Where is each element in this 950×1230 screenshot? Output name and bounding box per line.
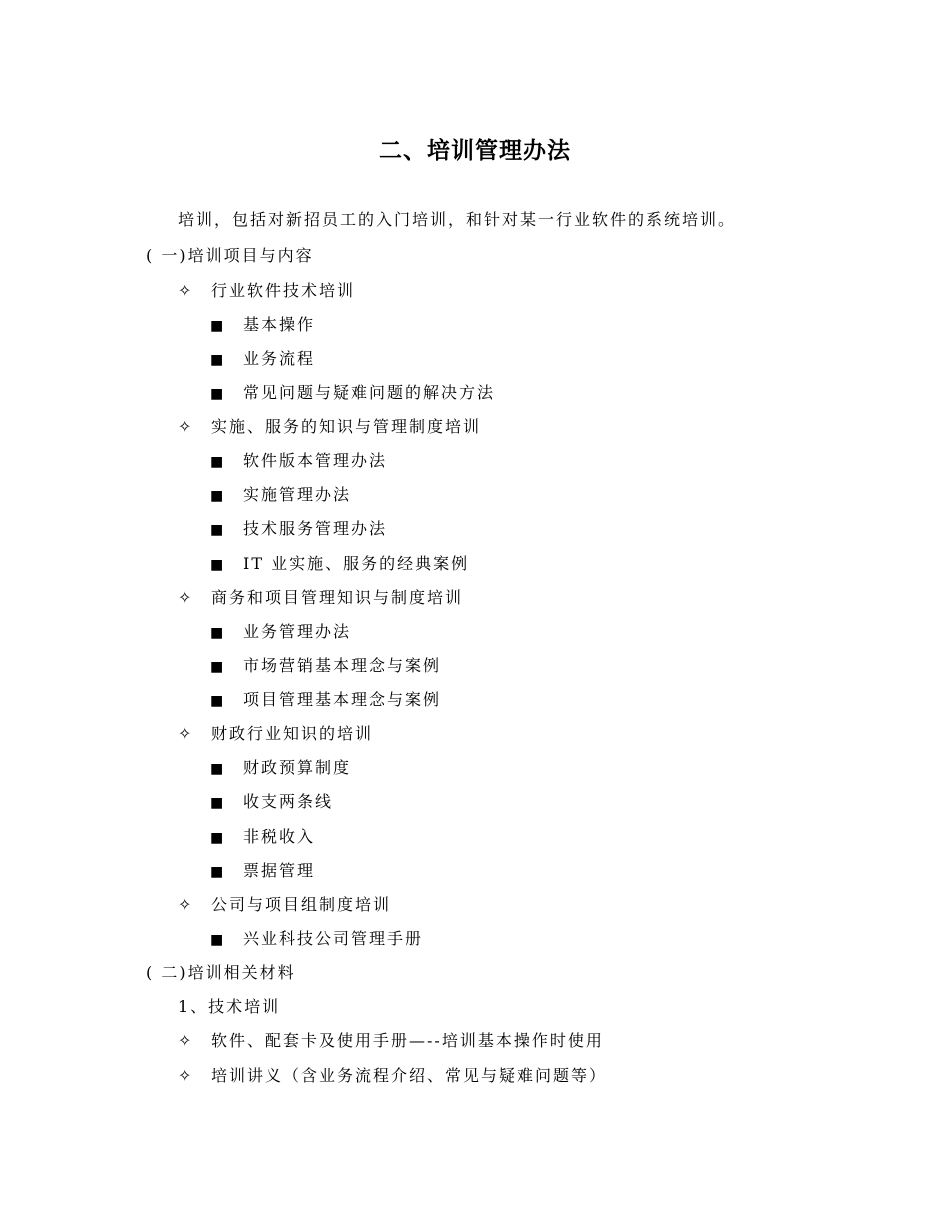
list-item — [210, 825, 315, 849]
group-label: 实施、服务的知识与管理制度培训 — [211, 417, 482, 436]
list-item-label: 业务流程 — [243, 349, 316, 368]
list-item-group — [178, 415, 481, 439]
diamond-bullet-icon: ✧ — [178, 895, 192, 914]
list-item-group — [178, 586, 463, 610]
list-item — [210, 654, 441, 678]
list-item-label: 兴业科技公司管理手册 — [243, 929, 424, 948]
subsection-heading: 1、技术培训 — [178, 997, 281, 1016]
list-item-label: 基本操作 — [243, 315, 316, 334]
list-item-label: 收支两条线 — [243, 792, 334, 811]
list-item — [210, 927, 423, 951]
square-bullet-icon: ■ — [210, 795, 224, 811]
list-item — [210, 756, 351, 780]
square-bullet-icon: ■ — [210, 932, 224, 948]
list-item-label: 市场营销基本理念与案例 — [243, 656, 442, 675]
list-item — [210, 552, 469, 576]
list-item-label: 财政预算制度 — [243, 758, 352, 777]
list-item — [178, 1029, 604, 1053]
list-item-label: 实施管理办法 — [243, 485, 352, 504]
diamond-bullet-icon: ✧ — [178, 417, 192, 436]
list-item — [178, 1064, 607, 1088]
square-bullet-icon: ■ — [210, 625, 224, 641]
list-item — [210, 381, 495, 405]
list-item — [210, 347, 315, 371]
square-bullet-icon: ■ — [210, 488, 224, 504]
diamond-bullet-icon: ✧ — [178, 1066, 192, 1085]
square-bullet-icon: ■ — [210, 454, 224, 470]
square-bullet-icon: ■ — [210, 830, 224, 846]
section-heading-1: ( 一)培训项目与内容 — [146, 246, 314, 265]
list-item-label: 业务管理办法 — [243, 622, 352, 641]
list-item-label: 培训讲义（含业务流程介绍、常见与疑难问题等） — [211, 1066, 608, 1085]
square-bullet-icon: ■ — [210, 386, 224, 402]
list-item — [210, 688, 441, 712]
page-title: 二、培训管理办法 — [379, 137, 571, 164]
list-item — [210, 790, 333, 814]
list-item-label: 常见问题与疑难问题的解决方法 — [243, 383, 496, 402]
list-item-group — [178, 893, 391, 917]
list-item — [210, 620, 351, 644]
group-label: 行业软件技术培训 — [211, 281, 356, 300]
group-label: 公司与项目组制度培训 — [211, 895, 392, 914]
square-bullet-icon: ■ — [210, 557, 224, 573]
square-bullet-icon: ■ — [210, 693, 224, 709]
square-bullet-icon: ■ — [210, 864, 224, 880]
square-bullet-icon: ■ — [210, 522, 224, 538]
diamond-bullet-icon: ✧ — [178, 1031, 192, 1050]
square-bullet-icon: ■ — [210, 352, 224, 368]
list-item-label: 技术服务管理办法 — [243, 519, 388, 538]
list-item-label: 软件版本管理办法 — [243, 451, 388, 470]
diamond-bullet-icon: ✧ — [178, 724, 192, 743]
section-heading-2: ( 二)培训相关材料 — [146, 963, 296, 982]
list-item-label: 票据管理 — [243, 861, 316, 880]
list-item — [210, 313, 315, 337]
square-bullet-icon: ■ — [210, 659, 224, 675]
group-label: 商务和项目管理知识与制度培训 — [211, 588, 464, 607]
list-item — [210, 859, 315, 883]
list-item — [210, 517, 387, 541]
list-item-group — [178, 279, 355, 303]
list-item-group — [178, 722, 373, 746]
square-bullet-icon: ■ — [210, 761, 224, 777]
group-label: 财政行业知识的培训 — [211, 724, 374, 743]
list-item — [210, 483, 351, 507]
list-item-label: 非税收入 — [243, 827, 316, 846]
list-item-label: 项目管理基本理念与案例 — [243, 690, 442, 709]
list-item-label: IT 业实施、服务的经典案例 — [243, 554, 470, 573]
list-item — [210, 449, 387, 473]
square-bullet-icon: ■ — [210, 318, 224, 334]
intro-paragraph: 培训，包括对新招员工的入门培训，和针对某一行业软件的系统培训。 — [178, 210, 737, 229]
list-item-label: 软件、配套卡及使用手册—--培训基本操作时使用 — [211, 1031, 604, 1050]
diamond-bullet-icon: ✧ — [178, 588, 192, 607]
diamond-bullet-icon: ✧ — [178, 281, 192, 300]
